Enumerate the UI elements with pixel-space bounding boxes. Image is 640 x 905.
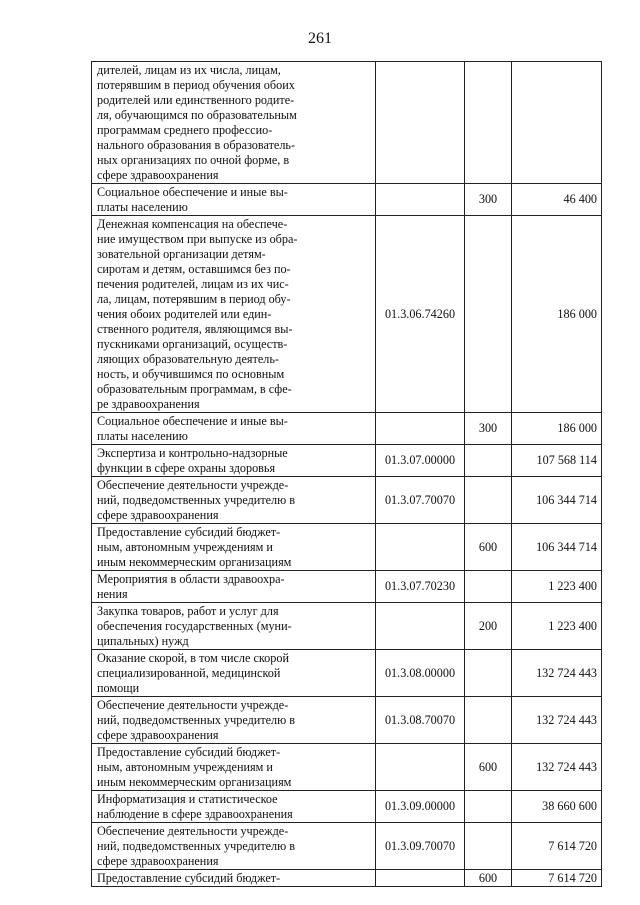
row-description: Предоставление субсидий бюджет- bbox=[92, 870, 376, 887]
row-expense-type bbox=[465, 62, 512, 184]
row-amount: 132 724 443 bbox=[512, 697, 602, 744]
row-description: Экспертиза и контрольно-надзорные функции в сфере охраны здоровья bbox=[92, 445, 376, 477]
row-expense-type bbox=[465, 216, 512, 413]
row-amount: 106 344 714 bbox=[512, 524, 602, 571]
row-amount: 132 724 443 bbox=[512, 650, 602, 697]
row-description: Денежная компенсация на обеспече- ние имуществом при выпуске из обра- зовательной организации детям- сиротам и детям, оставшимся без по- печения родителей, лицам из их чис- ла, лицам, потерявшим в период обу- чения обоих родителей или един- ственного родителя, являющимся вы- пускниками организаций, осуществ- ляющих образовательную деятель- ность, и обучившимся по основным образовательным программам, в сфе- ре здравоохранения bbox=[92, 216, 376, 413]
budget-table bbox=[91, 61, 602, 887]
row-expense-type bbox=[465, 571, 512, 603]
table-row bbox=[92, 413, 602, 445]
row-code: 01.3.09.00000 bbox=[376, 791, 465, 823]
row-expense-type bbox=[465, 445, 512, 477]
table-row bbox=[92, 791, 602, 823]
row-code bbox=[376, 870, 465, 887]
row-amount: 1 223 400 bbox=[512, 603, 602, 650]
row-amount: 7 614 720 bbox=[512, 823, 602, 870]
row-description: Закупка товаров, работ и услуг для обеспечения государственных (муни- ципальных) нужд bbox=[92, 603, 376, 650]
row-expense-type bbox=[465, 791, 512, 823]
row-description: Предоставление субсидий бюджет- ным, автономным учреждениям и иным некоммерческим организациям bbox=[92, 744, 376, 791]
row-code: 01.3.08.00000 bbox=[376, 650, 465, 697]
row-code: 01.3.09.70070 bbox=[376, 823, 465, 870]
table-row bbox=[92, 697, 602, 744]
row-expense-type bbox=[465, 697, 512, 744]
row-expense-type: 600 bbox=[465, 744, 512, 791]
row-expense-type: 600 bbox=[465, 524, 512, 571]
row-amount: 186 000 bbox=[512, 413, 602, 445]
table-row bbox=[92, 823, 602, 870]
row-amount: 186 000 bbox=[512, 216, 602, 413]
row-expense-type bbox=[465, 477, 512, 524]
page-number: 261 bbox=[308, 30, 332, 47]
row-code: 01.3.07.00000 bbox=[376, 445, 465, 477]
row-expense-type bbox=[465, 823, 512, 870]
row-description: Обеспечение деятельности учрежде- ний, подведомственных учредителю в сфере здравоохранения bbox=[92, 477, 376, 524]
table-row bbox=[92, 870, 602, 887]
row-code: 01.3.07.70230 bbox=[376, 571, 465, 603]
row-amount: 38 660 600 bbox=[512, 791, 602, 823]
row-amount: 1 223 400 bbox=[512, 571, 602, 603]
row-code: 01.3.08.70070 bbox=[376, 697, 465, 744]
table-row bbox=[92, 477, 602, 524]
table-row bbox=[92, 184, 602, 216]
table-row bbox=[92, 216, 602, 413]
row-description: Социальное обеспечение и иные вы- платы населению bbox=[92, 184, 376, 216]
row-amount: 106 344 714 bbox=[512, 477, 602, 524]
table-row bbox=[92, 445, 602, 477]
table-row bbox=[92, 650, 602, 697]
table-row bbox=[92, 571, 602, 603]
row-code: 01.3.06.74260 bbox=[376, 216, 465, 413]
row-code bbox=[376, 413, 465, 445]
row-amount: 7 614 720 bbox=[512, 870, 602, 887]
row-description: Предоставление субсидий бюджет- ным, автономным учреждениям и иным некоммерческим организациям bbox=[92, 524, 376, 571]
row-expense-type bbox=[465, 650, 512, 697]
row-amount: 132 724 443 bbox=[512, 744, 602, 791]
row-description: Мероприятия в области здравоохра- нения bbox=[92, 571, 376, 603]
table-row bbox=[92, 603, 602, 650]
row-expense-type: 600 bbox=[465, 870, 512, 887]
row-code bbox=[376, 744, 465, 791]
row-amount: 46 400 bbox=[512, 184, 602, 216]
row-code: 01.3.07.70070 bbox=[376, 477, 465, 524]
row-amount: 107 568 114 bbox=[512, 445, 602, 477]
row-code bbox=[376, 524, 465, 571]
row-description: Обеспечение деятельности учрежде- ний, подведомственных учредителю в сфере здравоохранения bbox=[92, 823, 376, 870]
row-code bbox=[376, 184, 465, 216]
row-description: Информатизация и статистическое наблюдение в сфере здравоохранения bbox=[92, 791, 376, 823]
row-code bbox=[376, 603, 465, 650]
row-description: Социальное обеспечение и иные вы- платы населению bbox=[92, 413, 376, 445]
row-description: Обеспечение деятельности учрежде- ний, подведомственных учредителю в сфере здравоохранения bbox=[92, 697, 376, 744]
table-row bbox=[92, 524, 602, 571]
row-description: Оказание скорой, в том числе скорой специализированной, медицинской помощи bbox=[92, 650, 376, 697]
row-expense-type: 200 bbox=[465, 603, 512, 650]
row-expense-type: 300 bbox=[465, 413, 512, 445]
row-amount bbox=[512, 62, 602, 184]
row-description: дителей, лицам из их числа, лицам, потерявшим в период обучения обоих родителей или единственного родите- ля, обучающимся по образовательным программам среднего профессио- нального образования в образователь- ных организациях по очной форме, в сфере здравоохранения bbox=[92, 62, 376, 184]
table-row bbox=[92, 62, 602, 184]
row-code bbox=[376, 62, 465, 184]
row-expense-type: 300 bbox=[465, 184, 512, 216]
table-row bbox=[92, 744, 602, 791]
